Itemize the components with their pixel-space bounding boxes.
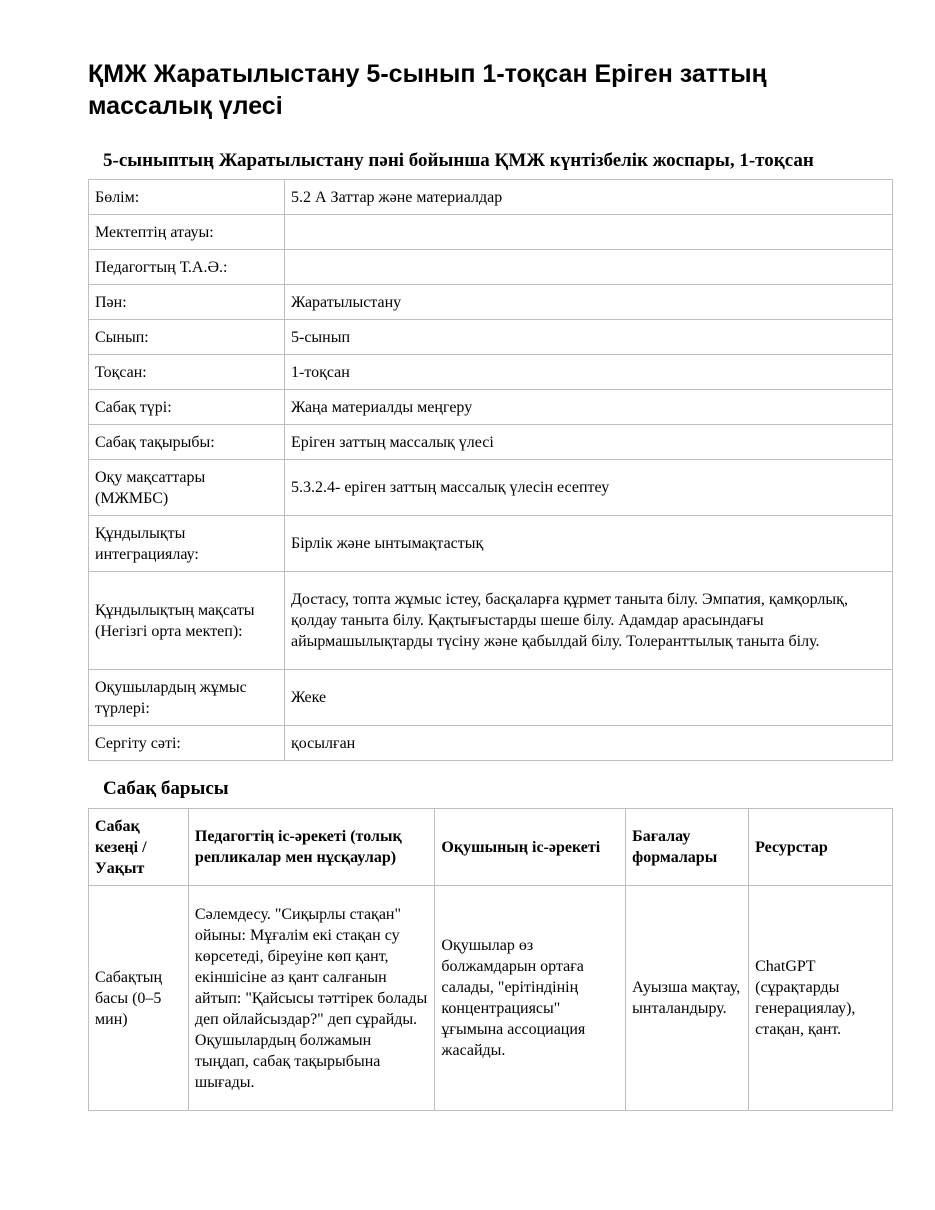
plan-heading: 5-сыныптың Жаратылыстану пәні бойынша ҚМЖ күнтізбелік жоспары, 1-тоқсан	[103, 150, 814, 171]
info-row-work-types	[89, 670, 893, 726]
info-row-teacher	[89, 250, 893, 285]
info-row-lesson-type	[89, 390, 893, 425]
info-label: Бөлім:	[89, 180, 285, 215]
info-row-school	[89, 215, 893, 250]
info-value: Жаратылыстану	[285, 285, 893, 320]
info-value: 5.3.2.4- еріген заттың массалық үлесін есептеу	[285, 460, 893, 516]
info-row-break	[89, 726, 893, 761]
lesson-row	[89, 886, 893, 1111]
info-row-value-integration	[89, 516, 893, 572]
header-teacher-activity: Педагогтің іс-әрекеті (толық репликалар мен нұсқаулар)	[188, 809, 434, 886]
info-label: Тоқсан:	[89, 355, 285, 390]
info-label: Сабақ түрі:	[89, 390, 285, 425]
lesson-progress-heading: Сабақ барысы	[103, 778, 229, 799]
info-value	[285, 215, 893, 250]
info-row-grade	[89, 320, 893, 355]
info-label: Мектептің атауы:	[89, 215, 285, 250]
cell-student-activity: Оқушылар өз болжамдарын ортаға салады, "ерітіндінің концентрациясы" ұғымына ассоциация жасайды.	[435, 886, 626, 1111]
info-value: Жеке	[285, 670, 893, 726]
document-page	[88, 58, 893, 1111]
header-assessment: Бағалау формалары	[626, 809, 749, 886]
info-value: Еріген заттың массалық үлесі	[285, 425, 893, 460]
info-row-quarter	[89, 355, 893, 390]
info-label: Сергіту сәті:	[89, 726, 285, 761]
info-label: Педагогтың Т.А.Ә.:	[89, 250, 285, 285]
cell-stage: Сабақтың басы (0–5 мин)	[89, 886, 189, 1111]
info-label: Құндылықтың мақсаты (Негізгі орта мектеп):	[89, 572, 285, 670]
info-row-section	[89, 180, 893, 215]
info-row-subject	[89, 285, 893, 320]
info-value: Бірлік және ынтымақтастық	[285, 516, 893, 572]
info-label: Оқушылардың жұмыс түрлері:	[89, 670, 285, 726]
document-title: ҚМЖ Жаратылыстану 5-сынып 1-тоқсан Еріген заттың массалық үлесі	[88, 60, 767, 120]
header-student-activity: Оқушының іс-әрекеті	[435, 809, 626, 886]
lesson-info-table	[88, 179, 893, 761]
cell-assessment: Ауызша мақтау, ынталандыру.	[626, 886, 749, 1111]
info-value	[285, 250, 893, 285]
info-value: қосылған	[285, 726, 893, 761]
info-label: Пән:	[89, 285, 285, 320]
info-label: Сынып:	[89, 320, 285, 355]
header-stage: Сабақ кезеңі / Уақыт	[89, 809, 189, 886]
info-row-value-goal	[89, 572, 893, 670]
info-row-learning-objectives	[89, 460, 893, 516]
info-value: Жаңа материалды меңгеру	[285, 390, 893, 425]
info-value: 5.2 А Заттар және материалдар	[285, 180, 893, 215]
info-value: 1-тоқсан	[285, 355, 893, 390]
cell-teacher-activity: Сәлемдесу. "Сиқырлы стақан" ойыны: Мұғалім екі стақан су көрсетеді, біреуіне көп қант, екіншісіне аз қант салғанын айтып: "Қайсысы тәттірек болады деп ойлайсыздар?" деп сұрайды. Оқушылардың болжамын тыңдап, сабақ тақырыбына шығады.	[188, 886, 434, 1111]
info-label: Құндылықты интеграциялау:	[89, 516, 285, 572]
info-value: Достасу, топта жұмыс істеу, басқаларға құрмет таныта білу. Эмпатия, қамқорлық, қолдау таныта білу. Қақтығыстарды шеше білу. Адамдар арасындағы айырмашылықтарды түсіну және қабылдай білу. Толеранттылық таныта білу.	[285, 572, 893, 670]
info-value: 5-сынып	[285, 320, 893, 355]
cell-resources: ChatGPT (сұрақтарды генерациялау), стақан, қант.	[749, 886, 893, 1111]
header-resources: Ресурстар	[749, 809, 893, 886]
lesson-header-row	[89, 809, 893, 886]
info-label: Оқу мақсаттары (МЖМБС)	[89, 460, 285, 516]
lesson-progress-table	[88, 808, 893, 1111]
info-row-lesson-topic	[89, 425, 893, 460]
info-label: Сабақ тақырыбы:	[89, 425, 285, 460]
